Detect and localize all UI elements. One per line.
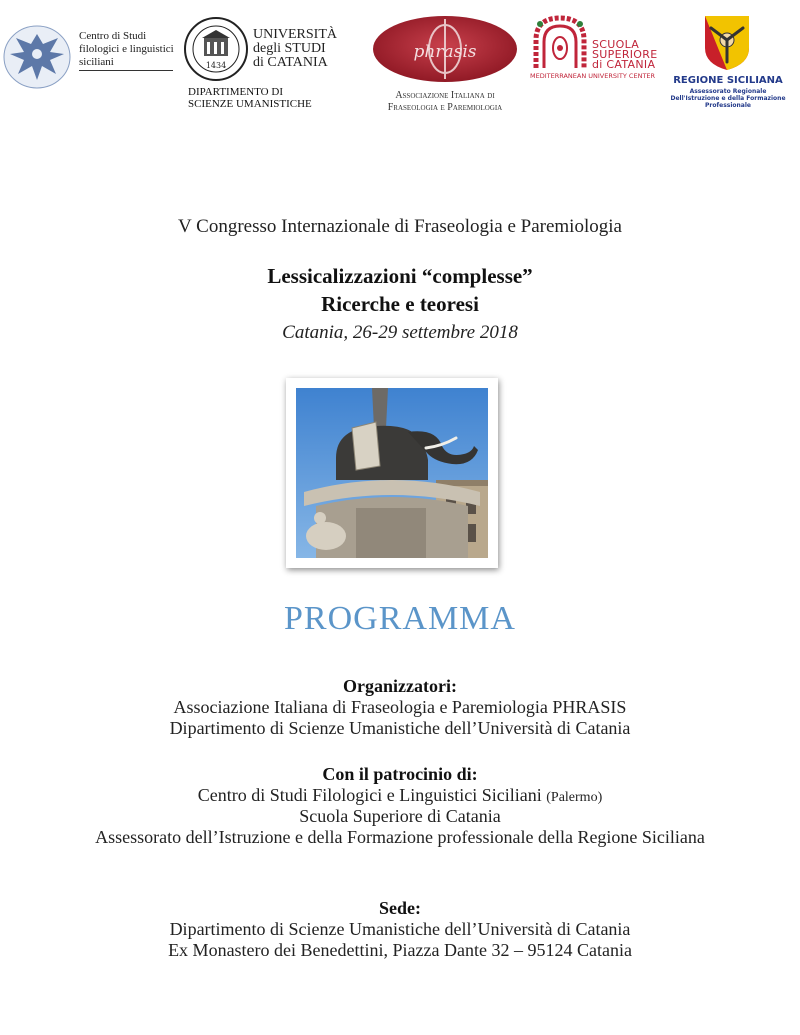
logo-unict: [183, 14, 343, 114]
phi-oval-icon: [372, 15, 518, 83]
programma-heading: PROGRAMMA: [284, 600, 516, 637]
event-dates: Catania, 26-29 settembre 2018: [282, 322, 518, 343]
organizer-line: Dipartimento di Scienze Umanistiche dell’Università di Catania: [169, 718, 631, 738]
venue-heading: Sede:: [379, 898, 421, 918]
ssc-name: SCUOLA SUPERIORE di CATANIA: [592, 38, 658, 71]
venue-line: Dipartimento di Scienze Umanistiche dell’Università di Catania: [169, 919, 631, 939]
organizers-heading: Organizzatori:: [343, 676, 457, 696]
csfls-name: Centro di Studi filologici e linguistici siciliani: [79, 30, 174, 68]
seal-year: 1434: [205, 61, 227, 70]
patron-csfls: Centro di Studi Filologici e Linguistici Siciliani: [197, 785, 542, 805]
unict-name: UNIVERSITÀ degli STUDI di CATANIA: [253, 27, 337, 70]
patronage-heading: Con il patrocinio di:: [322, 764, 478, 784]
main-title-line2: Ricerche e teoresi: [321, 292, 479, 316]
university-seal-icon: [183, 16, 249, 82]
ornate-arch-icon: [530, 14, 590, 70]
unict-department: DIPARTIMENTO DI SCIENZE UMANISTICHE: [188, 86, 312, 110]
logo-regione: [656, 14, 800, 109]
venue-line: Ex Monastero dei Benedettini, Piazza Dante 32 – 95124 Catania: [168, 940, 632, 960]
regione-subtitle: Assessorato Regionale Dell'Istruzione e della Formazione Professionale: [670, 88, 786, 109]
patron-line: [0, 785, 800, 806]
logo-bar: [0, 0, 800, 120]
congress-title: V Congresso Internazionale di Fraseologia e Paremiologia: [178, 216, 622, 237]
csfls-divider: [79, 70, 173, 71]
patronage-section: [0, 764, 800, 848]
venue-section: [0, 898, 800, 961]
organizers-section: [0, 676, 800, 739]
ssc-tagline: MEDITERRANEAN UNIVERSITY CENTER: [530, 72, 656, 80]
logo-ssc: [530, 14, 670, 84]
main-title-line1: Lessicalizzazioni “complesse”: [267, 264, 533, 288]
phrasis-wordmark: phrasis: [413, 42, 477, 62]
phrasis-caption: Associazione Italiana di Fraseologia e Paremiologia: [387, 90, 503, 113]
patron-line: Assessorato dell’Istruzione e della Formazione professionale della Regione Siciliana: [95, 827, 705, 847]
logo-phrasis: [365, 10, 525, 120]
patron-line: Scuola Superiore di Catania: [299, 806, 501, 826]
eagle-emblem-icon: [2, 24, 72, 90]
organizer-line: Associazione Italiana di Fraseologia e Paremiologia PHRASIS: [173, 697, 627, 717]
trinacria-shield-icon: [703, 14, 751, 72]
regione-name: REGIONE SICILIANA: [673, 75, 783, 86]
elephant-fountain-photo: [296, 388, 488, 558]
photo-frame: [286, 378, 498, 568]
logo-csfls: [2, 22, 177, 92]
patron-csfls-note: (Palermo): [546, 790, 603, 805]
